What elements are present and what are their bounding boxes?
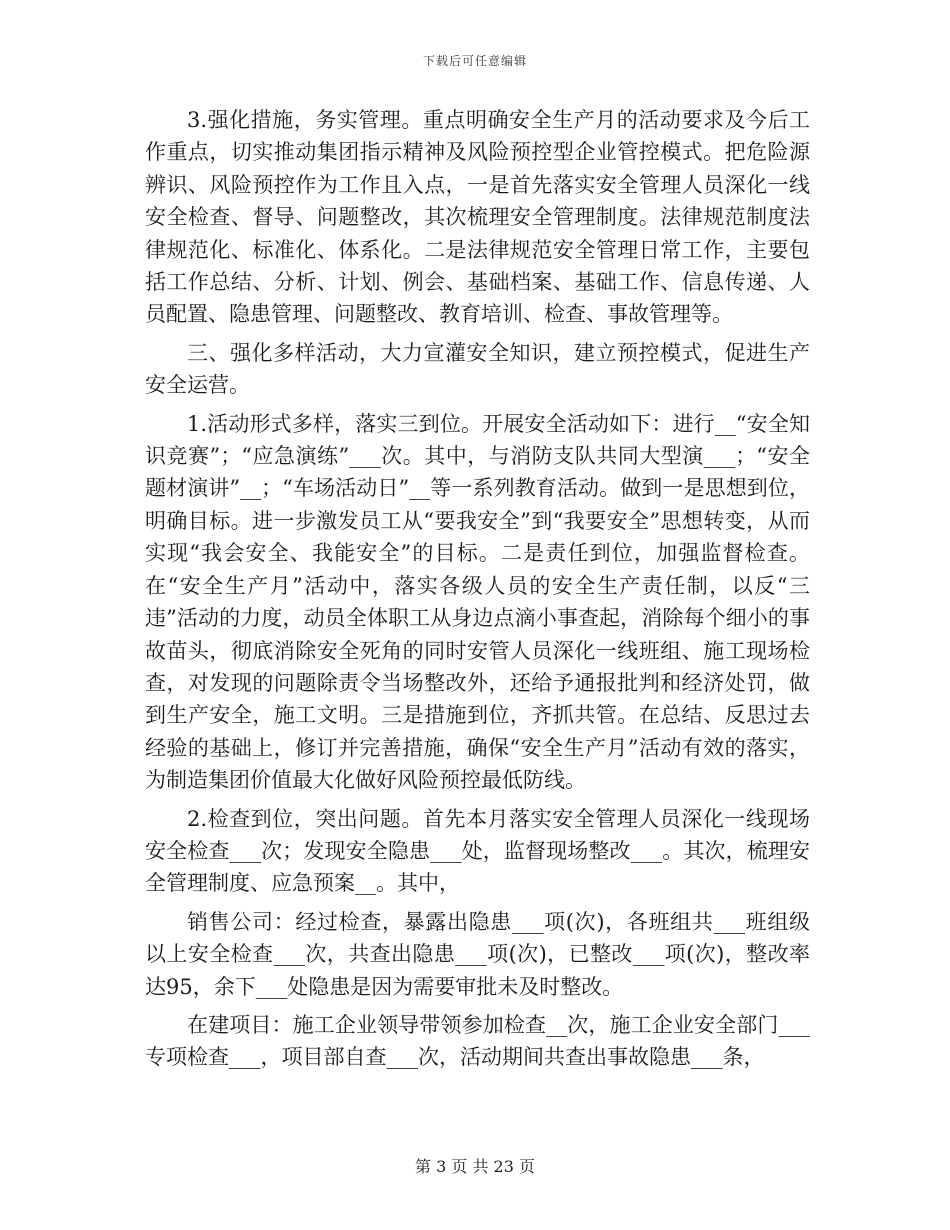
- page-number: 第 3 页 共 23 页: [415, 1157, 535, 1176]
- paragraph-section-three-heading: 三、强化多样活动，大力宣灌安全知识，建立预控模式，促进生产安全运营。: [145, 340, 810, 398]
- paragraph-sales-company: 销售公司：经过检查，暴露出隐患___项(次)，各班组共___班组级以上安全检查___次，共查出隐患___项(次)，已整改___项(次)，整改率达95，余下___处隐患是因为需要审批未及时整改。: [145, 909, 810, 999]
- document-body: [145, 104, 810, 1074]
- paragraph-projects-under-construction: 在建项目：施工企业领导带领参加检查__次，施工企业安全部门___专项检查___，项目部自查___次，活动期间共查出事故隐患___条，: [145, 1012, 810, 1070]
- paragraph-inspections: 2.检查到位，突出问题。首先本月落实安全管理人员深化一线现场安全检查___次；发现安全隐患___处，监督现场整改___。其次，梳理安全管理制度、应急预案__。其中，: [145, 806, 810, 896]
- paragraph-activities: 1.活动形式多样，落实三到位。开展安全活动如下：进行__“安全知识竞赛”；“应急演练”___次。其中，与消防支队共同大型演___；“安全题材演讲”__；“车场活动日”__等一系列教育活动。做到一是思想到位，明确目标。进一步激发员工从“要我安全”到“我要安全”思想转变，从而实现“我会安全、我能安全”的目标。二是责任到位，加强监督检查。在“安全生产月”活动中，落实各级人员的安全生产责任制，以反“三违”活动的力度，动员全体职工从身边点滴小事查起，消除每个细小的事故苗头，彻底消除安全死角的同时安管人员深化一线班组、施工现场检查，对发现的问题除责令当场整改外，还给予通报批判和经济处罚，做到生产安全，施工文明。三是措施到位，齐抓共管。在总结、反思过去经验的基础上，修订并完善措施，确保“安全生产月”活动有效的落实，为制造集团价值最大化做好风险预控最低防线。: [145, 411, 810, 793]
- page-header-note: 下载后可任意编辑: [422, 54, 527, 68]
- paragraph-measures: 3.强化措施，务实管理。重点明确安全生产月的活动要求及今后工作重点，切实推动集团指示精神及风险预控型企业管控模式。把危险源辨识、风险预控作为工作且入点，一是首先落实安全管理人员深化一线安全检查、督导、问题整改，其次梳理安全管理制度。法律规范制度法律规范化、标准化、体系化。二是法律规范安全管理日常工作，主要包括工作总结、分析、计划、例会、基础档案、基础工作、信息传递、人员配置、隐患管理、问题整改、教育培训、检查、事故管理等。: [145, 108, 810, 327]
